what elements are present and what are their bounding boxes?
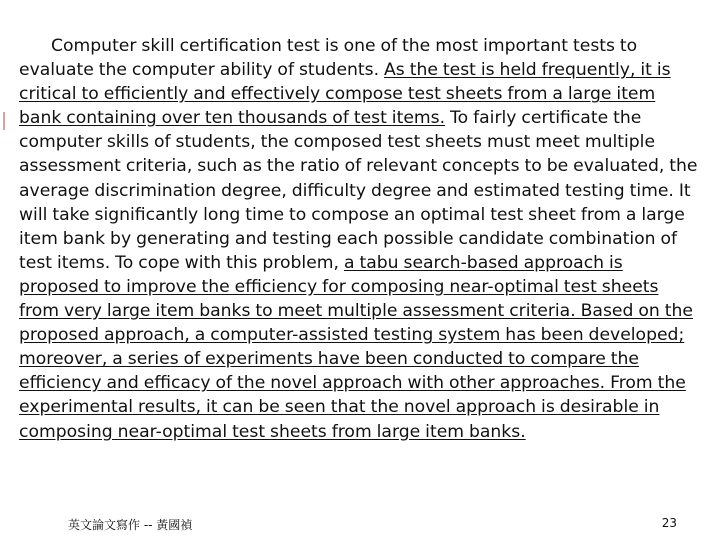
footer-page-number: 23 <box>661 516 677 530</box>
footer-course-title: 英文論文寫作 -- 黃國禎 <box>68 518 193 532</box>
abstract-sentence-problem: To fairly certificate the computer skills of students, the composed test sheets must meet multiple assessment criteria, such as the ratio of relevant concepts to be evaluated, the average discrimination degree, difficulty degree and estimated testing time. It will take significantly long time to compose an optimal test sheet from a large item bank by generating and testing each possible candidate combination of test items. To cope with this problem, <box>19 108 698 273</box>
margin-accent-mark <box>3 112 5 130</box>
abstract-underlined-contribution: a tabu search-based approach is proposed to improve the efficiency for composing near-optimal test sheets from very large item banks to meet multiple assessment criteria. Based on the proposed approach, a computer-assisted testing system has been developed; moreover, a series of experiments have been conducted to compare the efficiency and efficacy of the novel approach with other approaches. From the experimental results, it can be seen that the novel approach is desirable in composing near-optimal test sheets from large item banks. <box>19 252 693 442</box>
abstract-underlined-motivation: As the test is held frequently, it is critical to efficiently and effectively compose test sheets from a large item bank containing over ten thousands of test items. <box>19 60 671 129</box>
abstract-paragraph <box>19 34 701 444</box>
abstract-sentence-intro: Computer skill certification test is one of the most important tests to evaluate the computer ability of students. <box>19 36 638 81</box>
